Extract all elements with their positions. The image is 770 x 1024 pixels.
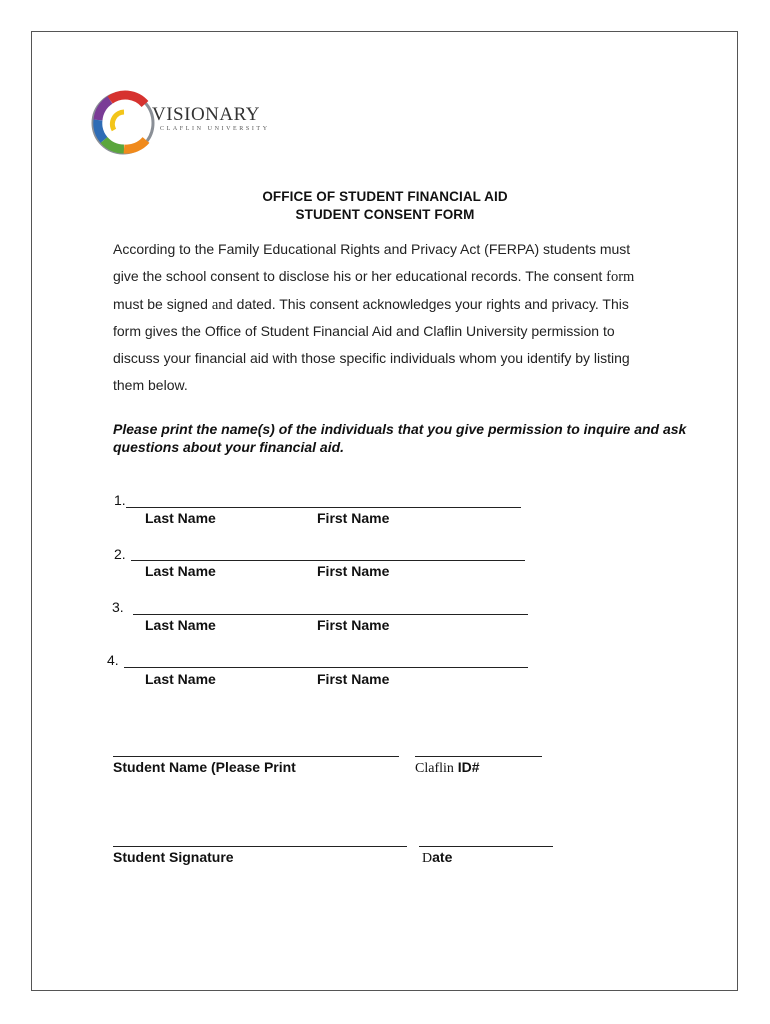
logo-c-mark xyxy=(93,93,153,153)
intro-line: must be signed and dated. This consent acknowledges your rights and privacy. This xyxy=(113,295,629,313)
entry-3-name-line[interactable] xyxy=(133,614,528,615)
entry-1-name-line[interactable] xyxy=(126,507,521,508)
claflin-id-line[interactable] xyxy=(415,756,542,757)
logo-name: VISIONARY xyxy=(152,104,260,125)
instruction-text: Please print the name(s) of the individuals that you give permission to inquire and ask questions about your financial aid. xyxy=(113,421,687,455)
entry-2-name-line[interactable] xyxy=(131,560,525,561)
first-name-label: First Name xyxy=(317,617,390,633)
office-title: OFFICE OF STUDENT FINANCIAL AID xyxy=(262,189,508,204)
form-title: STUDENT CONSENT FORM xyxy=(295,207,475,222)
intro-line: them below. xyxy=(113,376,188,393)
intro-line: form gives the Office of Student Financial Aid and Claflin University permission to xyxy=(113,323,615,340)
last-name-label: Last Name xyxy=(145,671,216,687)
intro-line: give the school consent to disclose his or her educational records. The consent form xyxy=(113,267,635,285)
student-signature-line[interactable] xyxy=(113,846,407,847)
first-name-label: First Name xyxy=(317,510,390,526)
entry-number: 4. xyxy=(107,652,119,668)
student-name-label: Student Name (Please Print xyxy=(113,759,296,775)
date-label: Date xyxy=(422,849,453,866)
last-name-label: Last Name xyxy=(145,510,216,526)
entry-number: 3. xyxy=(112,599,124,615)
student-signature-label: Student Signature xyxy=(113,849,234,865)
claflin-id-label: Claflin ID# xyxy=(415,759,480,776)
first-name-label: First Name xyxy=(317,563,390,579)
last-name-label: Last Name xyxy=(145,563,216,579)
entry-number: 1. xyxy=(114,492,126,508)
last-name-label: Last Name xyxy=(145,617,216,633)
intro-line: According to the Family Educational Rights and Privacy Act (FERPA) students must xyxy=(113,241,631,257)
entry-number: 2. xyxy=(114,546,126,562)
student-name-line[interactable] xyxy=(113,756,399,757)
date-line[interactable] xyxy=(419,846,553,847)
first-name-label: First Name xyxy=(317,671,390,687)
entry-4-name-line[interactable] xyxy=(124,667,528,668)
intro-line: discuss your financial aid with those specific individuals whom you identify by listing xyxy=(113,350,630,367)
logo-subtitle: CLAFLIN UNIVERSITY xyxy=(160,126,270,132)
intro-paragraph xyxy=(113,236,683,399)
